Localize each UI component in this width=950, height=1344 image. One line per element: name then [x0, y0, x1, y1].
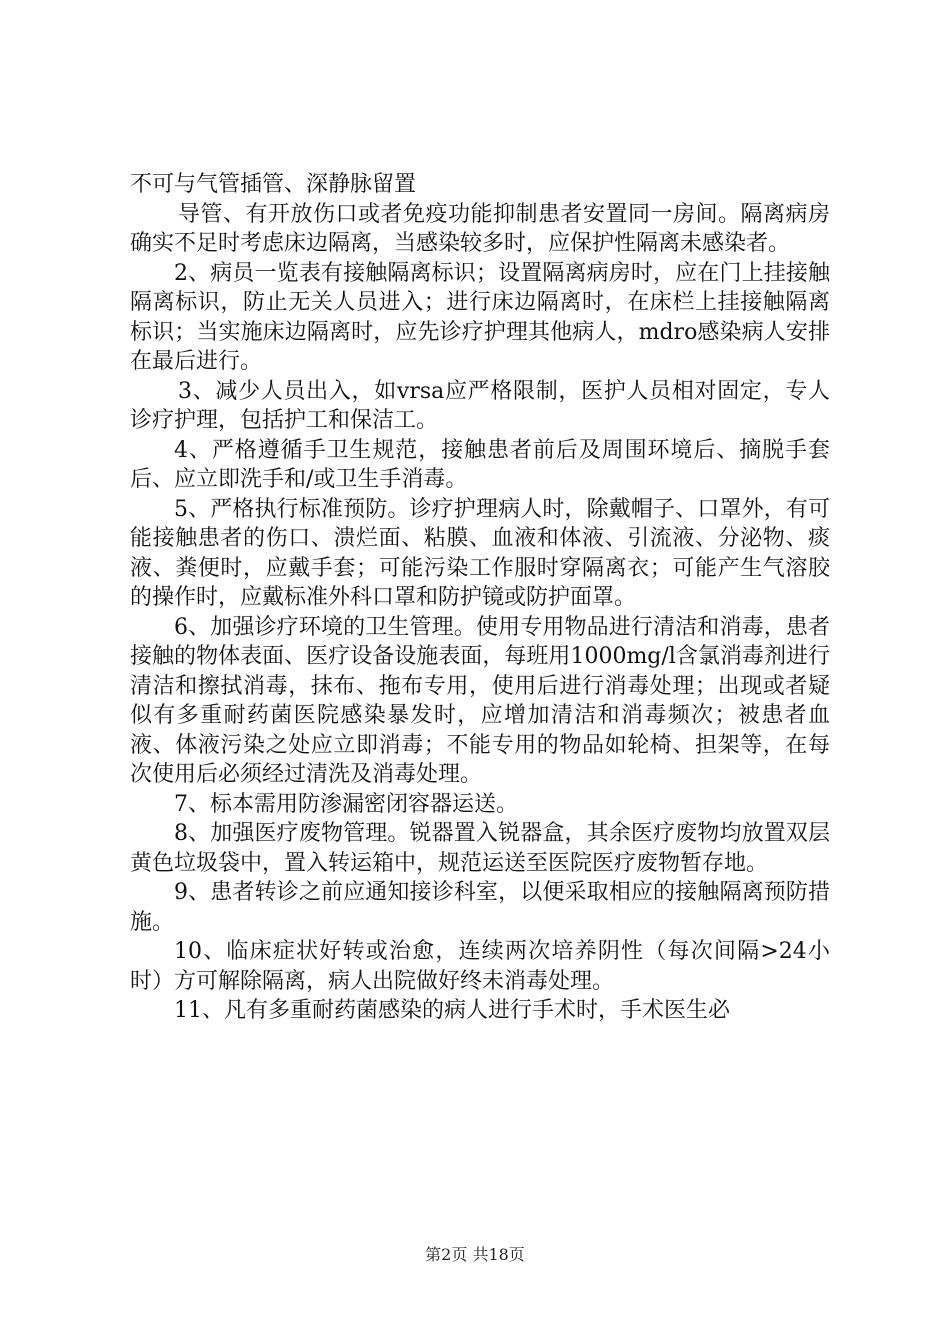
paragraph-9: 8、加强医疗废物管理。锐器置入锐器盒，其余医疗废物均放置双层黄色垃圾袋中，置入转运箱中，规范运送至医院医疗废物暂存地。	[130, 821, 830, 876]
paragraph-1: 不可与气管插管、深静脉留置	[130, 172, 417, 197]
paragraph-4: 3、减少人员出入，如vrsa应严格限制，医护人员相对固定，专人诊疗护理，包括护工和保洁工。	[130, 378, 830, 433]
paragraph-10: 9、患者转诊之前应通知接诊科室，以便采取相应的接触隔离预防措施。	[130, 880, 830, 935]
paragraph-8: 7、标本需用防渗漏密闭容器运送。	[174, 791, 518, 817]
paragraph-7: 6、加强诊疗环境的卫生管理。使用专用物品进行清洁和消毒，患者接触的物体表面、医疗设备设施表面，每班用1000mg/l含氯消毒剂进行清洁和擦拭消毒，抹布、拖布专用，使用后进行消毒处理；出现或者疑似有多重耐药菌医院感染暴发时，应增加清洁和消毒频次；被患者血液、体液污染之处应立即消毒；不能专用的物品如轮椅、担架等，在每次使用后必须经过清洗及消毒处理。	[130, 614, 830, 787]
paragraph-6: 5、严格执行标准预防。诊疗护理病人时，除戴帽子、口罩外，有可能接触患者的伤口、溃烂面、粘膜、血液和体液、引流液、分泌物、痰液、粪便时，应戴手套；可能污染工作服时穿隔离衣；可能产生气溶胶的操作时，应戴标准外科口罩和防护镜或防护面罩。	[130, 496, 830, 610]
paragraph-11: 10、临床症状好转或治愈，连续两次培养阴性（每次间隔>24小时）方可解除隔离，病人出院做好终未消毒处理。	[130, 939, 830, 994]
paragraph-3: 2、病员一览表有接触隔离标识；设置隔离病房时，应在门上挂接触隔离标识，防止无关人员进入；进行床边隔离时，在床栏上挂接触隔离标识；当实施床边隔离时，应先诊疗护理其他病人，mdro感染病人安排在最后进行。	[130, 260, 830, 374]
paragraph-5: 4、严格遵循手卫生规范，接触患者前后及周围环境后、摘脱手套后、应立即洗手和/或卫生手消毒。	[130, 437, 830, 492]
paragraph-2: 导管、有开放伤口或者免疫功能抑制患者安置同一房间。隔离病房确实不足时考虑床边隔离，当感染较多时，应保护性隔离未感染者。	[130, 201, 830, 256]
paragraph-12: 11、凡有多重耐药菌感染的病人进行手术时，手术医生必	[174, 998, 730, 1023]
page-number-footer: 第2页 共18页	[425, 1245, 525, 1264]
document-body	[130, 170, 830, 1026]
